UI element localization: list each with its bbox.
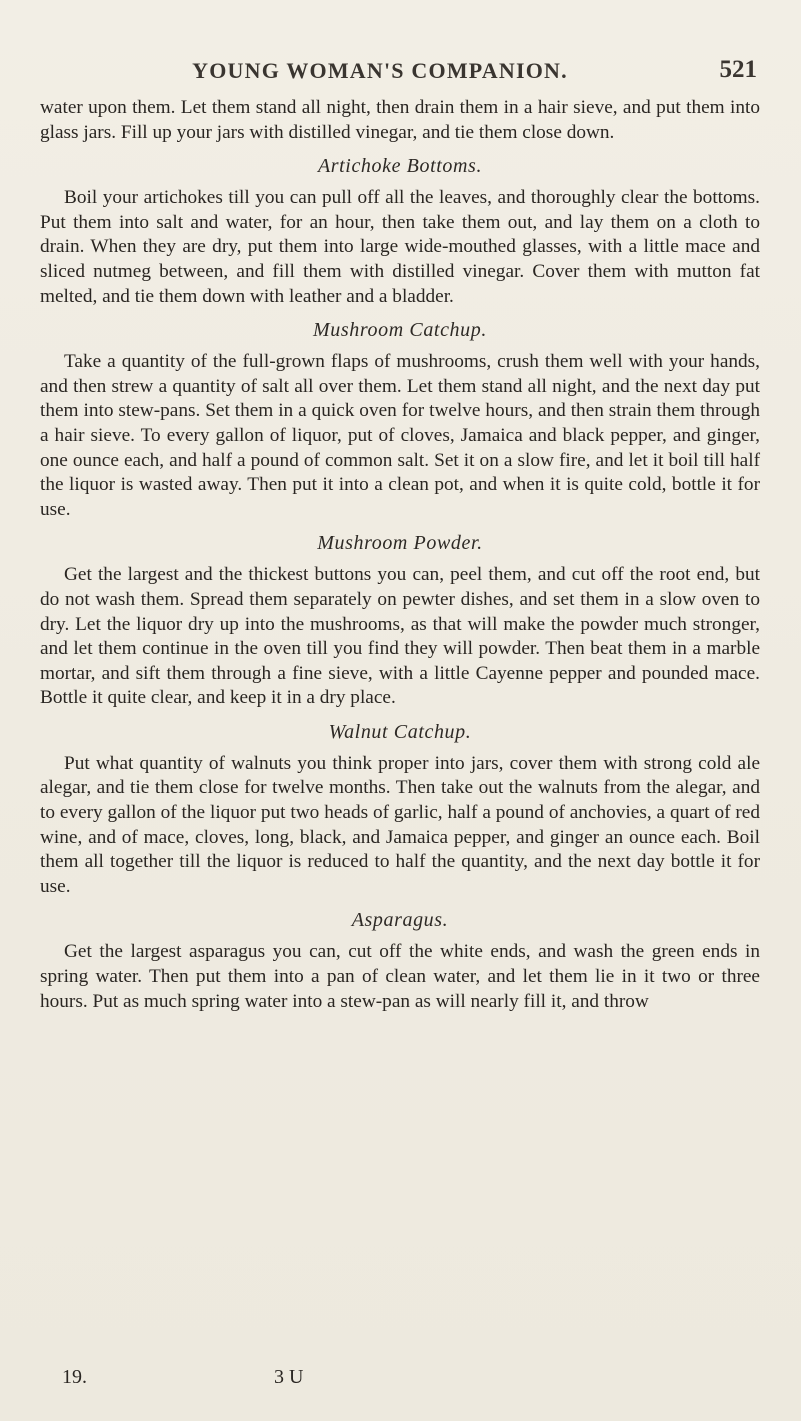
page-number: 521 — [719, 56, 757, 83]
heading-mushroom-catchup: Mushroom Catchup. — [313, 319, 487, 342]
paragraph-asparagus: Get the largest asparagus you can, cut off the white ends, and wash the green ends in spring water. Then put them into a pan of clean water, and let them lie in it two or three hours. Put as much spring water into a stew-pan as will nearly fill it, and throw — [40, 941, 760, 1012]
running-title: YOUNG WOMAN'S COMPANION. — [192, 58, 568, 83]
paragraph-mushroom-catchup: Take a quantity of the full-grown flaps of mushrooms, crush them well with your hands, and then strew a quantity of salt all over them. Let them stand all night, and the next day put them into stew-pans. Set them in a quick oven for twelve hours, and then strain them through a hair sieve. To every gallon of liquor, put of cloves, Jamaica and black pepper, and ginger, one ounce each, and half a pound of common salt. Set it on a slow fire, and let it boil till half the liquor is wasted away. Then put it into a clean pot, and when it is quite cold, bottle it for use. — [40, 351, 760, 520]
heading-walnut-catchup: Walnut Catchup. — [328, 720, 472, 743]
paragraph-mushroom-powder: Get the largest and the thickest buttons you can, peel them, and cut off the root end, but do not wash them. Spread them separately on pewter dishes, and set them in a slow oven to dry. Let the liquor dry up into the mushrooms, as that will make the powder much stronger, and let them continue in the oven till you find they will powder. Then beat them in a marble mortar, and sift them through a fine sieve, with a little Cayenne pepper and pounded mace. Bottle it quite clear, and keep it in a dry place. — [40, 564, 760, 709]
heading-mushroom-powder: Mushroom Powder. — [317, 532, 483, 555]
signature-number: 19. — [62, 1366, 87, 1388]
paragraph-continued: water upon them. Let them stand all night, then drain them in a hair sieve, and put them into glass jars. Fill up your jars with distilled vinegar, and tie them close down. — [40, 97, 760, 143]
page-body — [40, 96, 760, 1014]
paragraph-artichoke-bottoms: Boil your artichokes till you can pull off all the leaves, and thoroughly clear the bottoms. Put them into salt and water, for an hour, then take them out, and lay them on a cloth to drain. When they are dry, put them into large wide-mouthed glasses, with a little mace and sliced nutmeg between, and fill them with distilled vinegar. Cover them with mutton fat melted, and tie them down with leather and a bladder. — [40, 187, 760, 307]
paragraph-walnut-catchup: Put what quantity of walnuts you think proper into jars, cover them with strong cold ale alegar, and tie them close for twelve months. Then take out the walnuts from the alegar, and to every gallon of the liquor put two heads of garlic, half a pound of anchovies, a quart of red wine, and of mace, cloves, long, black, and Jamaica pepper, and ginger an ounce each. Boil them all together till the liquor is reduced to half the quantity, and the next day bottle it for use. — [40, 752, 760, 897]
heading-artichoke-bottoms: Artichoke Bottoms. — [317, 155, 483, 178]
signature-mark: 3 U — [274, 1366, 304, 1388]
heading-asparagus: Asparagus. — [351, 909, 449, 932]
